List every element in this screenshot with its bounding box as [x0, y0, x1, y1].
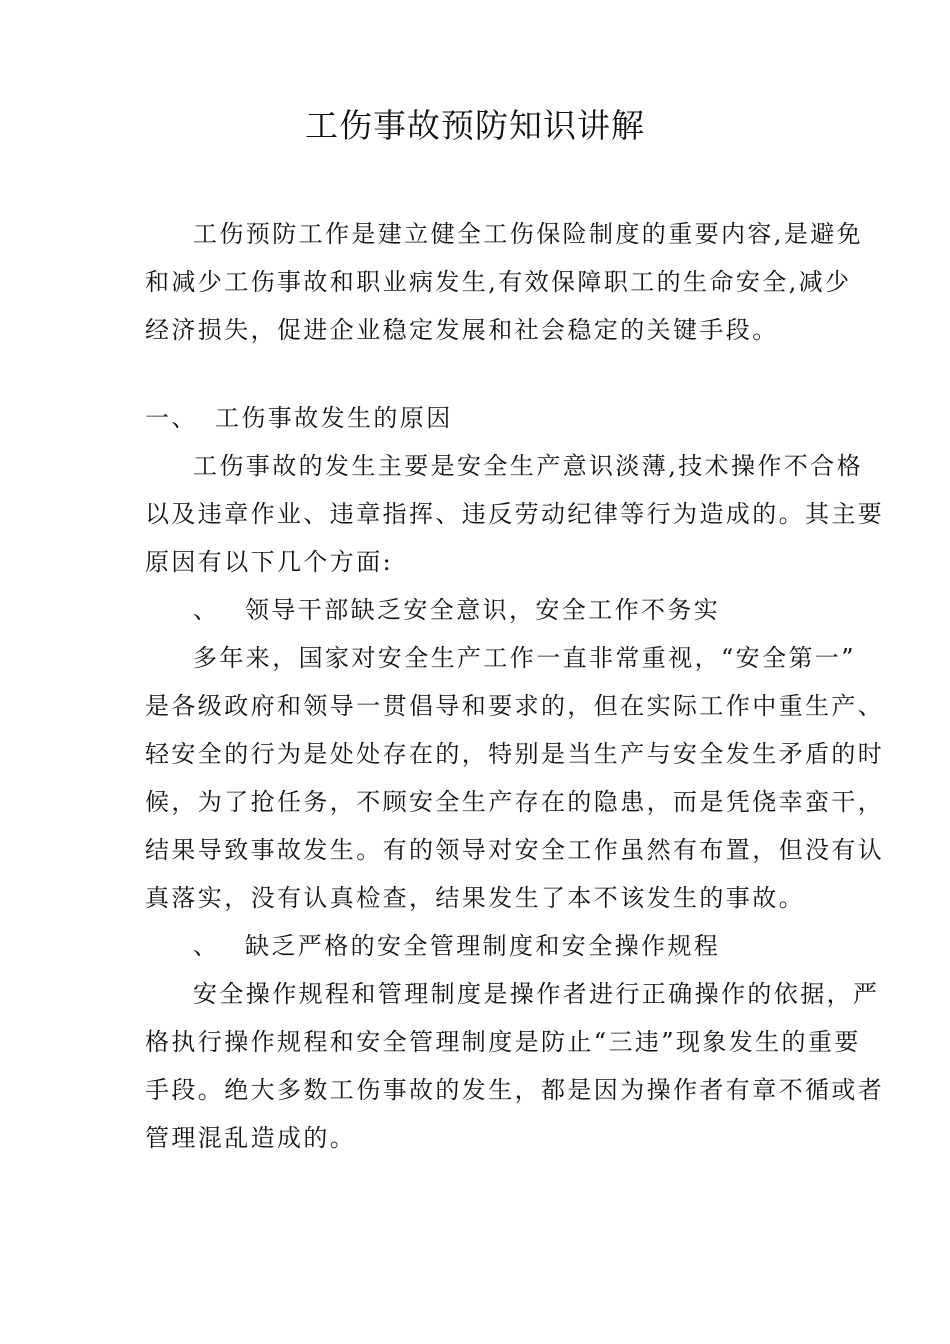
subsection-heading-text: 缺乏严格的安全管理制度和安全操作规程 [245, 932, 721, 960]
subsection-heading-text: 领导干部缺乏安全意识，安全工作不务实 [245, 596, 721, 624]
text-line: 手段。绝大多数工伤事故的发生，都是因为操作者有章不循或者 [145, 1076, 885, 1104]
document-body [145, 210, 885, 1162]
subsection-heading [145, 586, 813, 634]
subsection-paragraph [145, 970, 885, 1162]
text-line: 安全操作规程和管理制度是操作者进行正确操作的依据，严 [193, 980, 880, 1008]
section-paragraph [145, 442, 885, 586]
text-line: 轻安全的行为是处处存在的，特别是当生产与安全发生矛盾的时 [145, 740, 885, 768]
section-heading-text: 工伤事故发生的原因 [215, 404, 453, 432]
text-line: 管理混乱造成的。 [145, 1124, 357, 1152]
text-line: 真落实，没有认真检查，结果发生了本不该发生的事故。 [145, 884, 805, 912]
intro-paragraph [145, 210, 864, 354]
text-line: 以及违章作业、违章指挥、违反劳动纪律等行为造成的。其主要 [145, 500, 885, 528]
text-line: 是各级政府和领导一贯倡导和要求的，但在实际工作中重生产、 [145, 692, 885, 720]
text-line: 结果导致事故发生。有的领导对安全工作虽然有布置，但没有认 [145, 836, 885, 864]
text-line: 原因有以下几个方面: [145, 548, 394, 576]
subsection-paragraph [145, 634, 885, 922]
text-line: 候，为了抢任务，不顾安全生产存在的隐患，而是凭侥幸蛮干， [145, 788, 885, 816]
subsection-heading [145, 922, 813, 970]
text-line: 格执行操作规程和安全管理制度是防止“三违”现象发生的重要 [145, 1028, 861, 1056]
section-number: 一、 [145, 404, 198, 432]
subsection-mark: 、 [193, 596, 220, 624]
text-line: 多年来，国家对安全生产工作一直非常重视，“安全第一” [193, 644, 856, 672]
text-line: 经济损失，促进企业稳定发展和社会稳定的关键手段。 [145, 316, 779, 344]
text-line: 和减少工伤事故和职业病发生,有效保障职工的生命安全,减少 [145, 268, 852, 296]
text-line: 工伤事故的发生主要是安全生产意识淡薄,技术操作不合格 [193, 452, 864, 480]
document-title: 工伤事故预防知识讲解 [305, 106, 645, 145]
text-line: 工伤预防工作是建立健全工伤保险制度的重要内容,是避免 [193, 220, 864, 248]
subsection-mark: 、 [193, 932, 220, 960]
section-heading [145, 394, 813, 442]
